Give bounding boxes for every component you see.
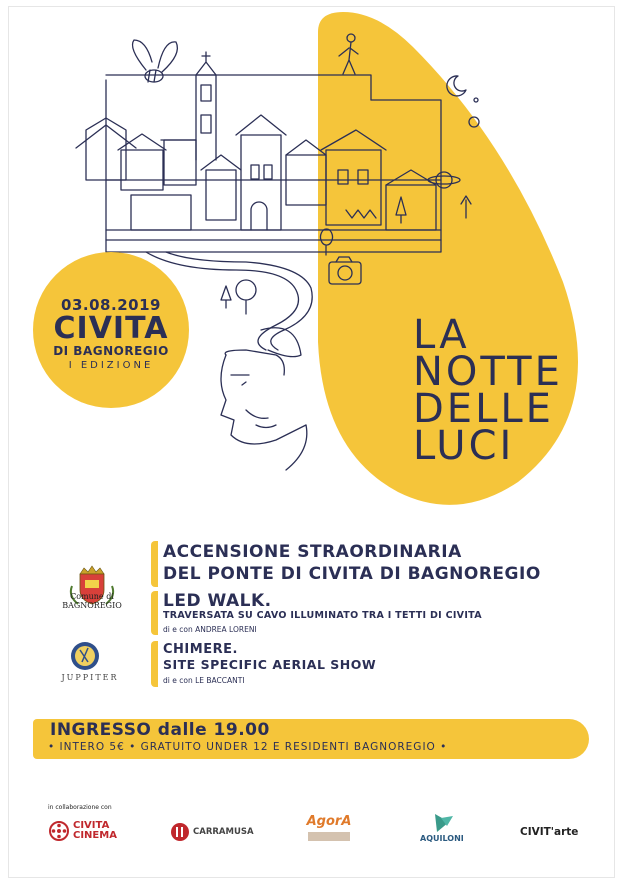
- title-line-1: LA: [413, 312, 470, 358]
- event-marker: [151, 591, 158, 635]
- event-2-credit: di e con ANDREA LORENI: [163, 625, 257, 634]
- bee-icon: [133, 40, 178, 82]
- comune-label-line1: Comune di: [70, 592, 114, 601]
- film-reel-icon: [48, 820, 70, 842]
- civita-cinema-line2: CINEMA: [73, 830, 117, 841]
- juppiter-label: JUPPITER: [61, 673, 119, 682]
- moon-icon: [447, 76, 466, 96]
- comune-label-line2: BAGNOREGIO: [62, 601, 122, 610]
- admission-prices: • INTERO 5€ • GRATUITO UNDER 12 E RESIDENTI BAGNOREGIO •: [48, 741, 448, 753]
- sponsor-civita-cinema: [48, 820, 117, 842]
- event-1-title-line1: ACCENSIONE STRAORDINARIA: [163, 542, 462, 562]
- juppiter-icon: [60, 638, 110, 678]
- event-marker: [151, 641, 158, 687]
- event-place-sub: DI BAGNOREGIO: [53, 343, 169, 358]
- kite-icon: [427, 812, 457, 834]
- agora-label: AgorA: [306, 814, 352, 829]
- walker-icon: [106, 34, 371, 100]
- sponsor-agora: [306, 814, 352, 843]
- civita-cinema-line1: CIVITA: [73, 820, 110, 831]
- event-3-title: CHIMERE.: [163, 642, 238, 657]
- poster-title: [413, 312, 593, 469]
- event-2-subtitle: TRAVERSATA SU CAVO ILLUMINATO TRA I TETTI DI CIVITA: [163, 610, 482, 621]
- sponsor-civitarte: [520, 826, 578, 838]
- collaboration-label: in collaborazione con: [48, 804, 112, 811]
- event-3-subtitle: SITE SPECIFIC AERIAL SHOW: [163, 657, 377, 672]
- agora-emblem-icon: [306, 829, 352, 843]
- event-place: CIVITA: [53, 310, 169, 346]
- event-edition: I EDIZIONE: [68, 359, 154, 371]
- carramusa-logo-icon: [170, 822, 190, 842]
- title-line-4: LUCI: [413, 423, 515, 469]
- civitarte-label: CIVIT'arte: [520, 826, 579, 838]
- date-badge: [33, 252, 189, 408]
- title-line-3: DELLE: [413, 386, 554, 432]
- event-date: 03.08.2019: [61, 295, 161, 314]
- camera-icon: [329, 257, 361, 284]
- title-line-2: NOTTE: [413, 349, 563, 395]
- event-3-credit: di e con LE BACCANTI: [163, 676, 245, 685]
- event-1-title-line2: DEL PONTE DI CIVITA DI BAGNOREGIO: [163, 564, 541, 584]
- event-marker: [151, 541, 158, 587]
- carramusa-label: CARRAMUSA: [193, 827, 254, 837]
- aquiloni-label: AQUILONI: [420, 834, 464, 843]
- comune-label: [38, 592, 146, 610]
- sponsor-aquiloni: [420, 812, 464, 843]
- event-1-title: [163, 541, 603, 585]
- sponsor-carramusa: [170, 822, 254, 842]
- event-2-title: LED WALK.: [163, 591, 272, 611]
- admission-title: INGRESSO dalle 19.00: [50, 720, 270, 740]
